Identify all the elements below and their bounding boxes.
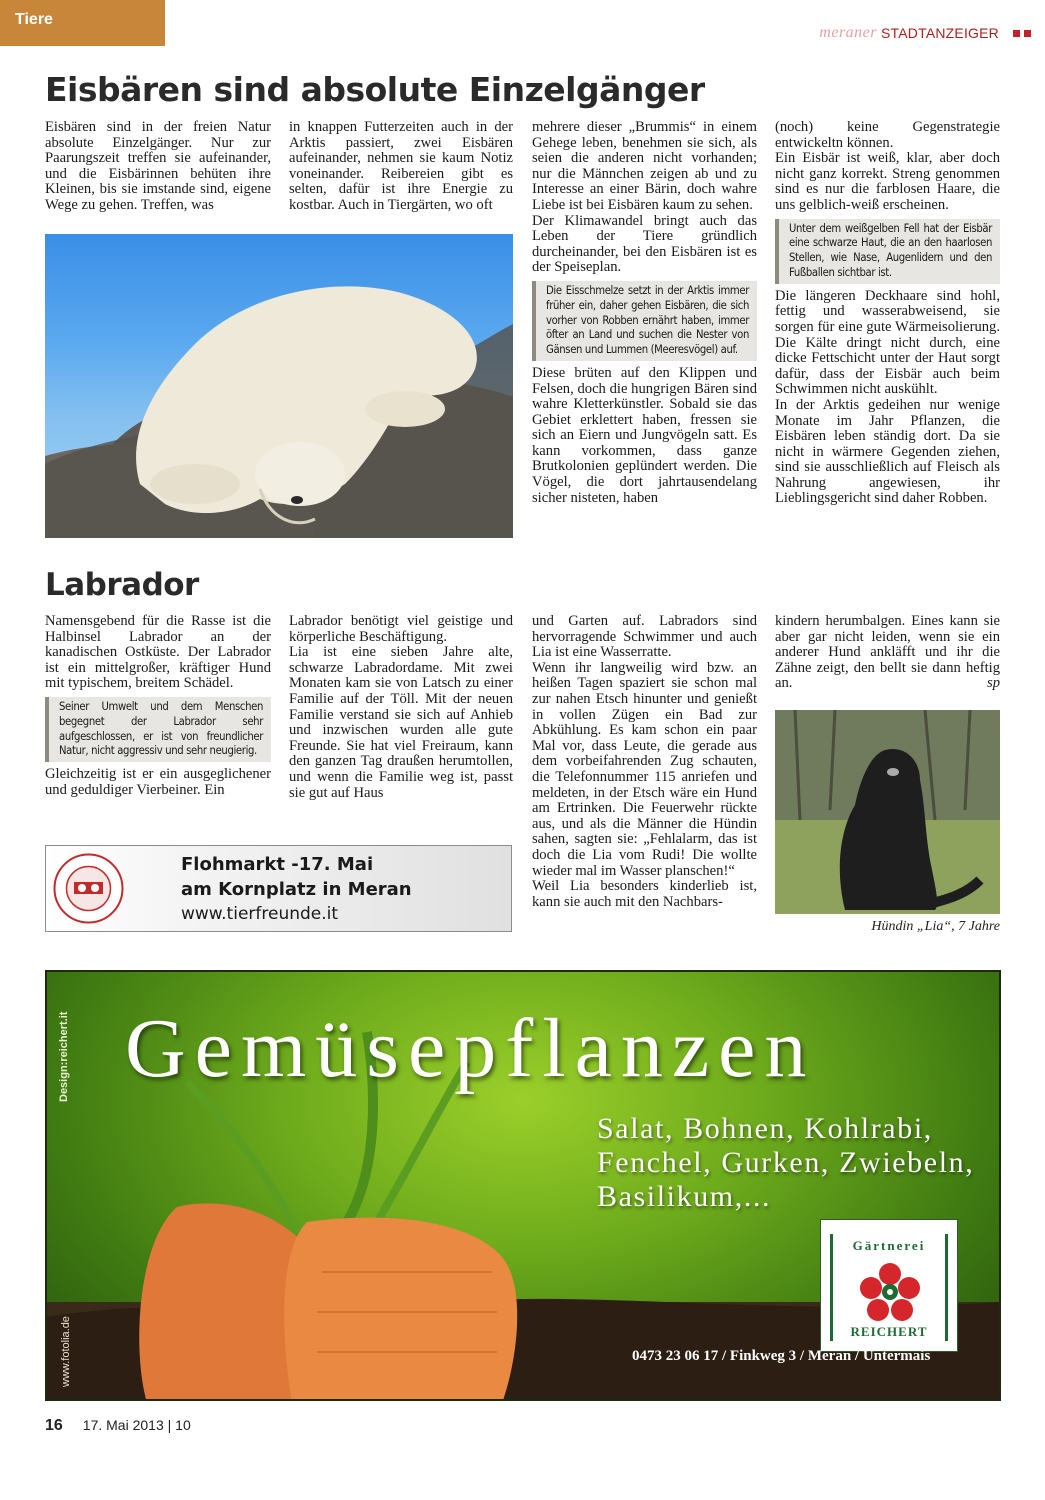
page-footer (45, 1417, 191, 1435)
paragraph: In der Arktis gedeihen nur wenige Monate im Jahr Pflanzen, die Eisbären leben ständig dort. Da sie nicht in wärmere Gegenden ziehen, sind sie ausschließlich auf Fleisch als Nahrung angewiesen, ihr Lieblingsgericht sind daher Robben. (775, 396, 1000, 507)
polar-bear-photo (45, 234, 513, 538)
dog-photo (775, 710, 1000, 914)
ad-subtitle-line: Fenchel, Gurken, Zwiebeln, (597, 1146, 975, 1179)
masthead (819, 24, 1031, 42)
ad-contact: 0473 23 06 17 / Finkweg 3 / Meran / Untermais (632, 1348, 931, 1364)
paragraph: Gleichzeitig ist er ein ausgeglichener und geduldiger Vierbeiner. Ein (45, 766, 271, 798)
ad-subtitle-line: Basilikum,... (597, 1180, 772, 1213)
ad-line-1: Flohmarkt -17. Mai (181, 854, 374, 875)
paragraph: Eisbären sind in der freien Natur absolute Einzelgänger. Nur zur Paarungszeit treffen sie aufeinander, und die Eisbärinnen behüten ihre Kleinen, bis sie imstande sind, eigene Wege zu gehen. Treffen, was (45, 119, 271, 213)
flower-icon (857, 1260, 923, 1322)
labrador-column-3 (532, 614, 757, 910)
pull-quote: Seiner Umwelt und dem Menschen begegnet der Labrador sehr aufgeschlossen, er ist von freundlicher Natur, nicht aggressiv und sehr neugierig. (45, 697, 271, 762)
paragraph: mehrere dieser „Brummis“ in einem Gehege leben, benehmen sie sich, als seien die anderen nicht vorhanden; nur die Männchen zeigen ab und zu Interesse an einer Bärin, doch wahre Liebe ist bei Eisbären kaum zu sehen. (532, 119, 757, 213)
paragraph: und Garten auf. Labradors sind hervorragende Schwimmer und auch Lia ist eine Wasserratte. (532, 613, 757, 661)
paragraph: Diese brüten auf den Klippen und Felsen, doch die hungrigen Bären sind wahre Kletterkünstler. Sobald sie das Gebiet erklettert haben, fressen sie sich an Eiern und Jungvögeln satt. Es kann vorkommen, dass ganze Brutkolonien geplündert werden. Die Vögel, die dort jahrtausendelang sicher nisteten, haben (532, 364, 757, 506)
design-credit: Design:reichert.it (58, 1011, 70, 1102)
paragraph: Namensgebend für die Rasse ist die Halbinsel Labrador an der kanadischen Ostküste. Der Labrador ist ein mittelgroßer, kräftiger Hund mit typischem, breitem Schädel. (45, 613, 271, 692)
article-title-bear: Eisbären sind absolute Einzelgänger (45, 70, 705, 109)
gardening-ad (45, 970, 1001, 1401)
flea-market-ad (45, 845, 512, 932)
article-title-labrador: Labrador (45, 567, 199, 603)
badge-title: Gärtnerei (852, 1238, 926, 1253)
reichert-badge (820, 1219, 958, 1352)
masthead-squares (1013, 30, 1031, 37)
ad-subtitle (597, 1112, 974, 1214)
author-sign: sp (987, 675, 1000, 692)
ad-line-2: am Kornplatz in Meran (181, 879, 412, 900)
paragraph: in knappen Futterzeiten auch in der Arktis passiert, zwei Eisbären aufeinander, nehmen sie kaum Notiz voneinander. Reibereien gibt es selten, dafür ist ihre Energie zu kostbar. Auch in Tiergärten, wo oft (289, 119, 513, 213)
paragraph: Der Klimawandel bringt auch das Leben der Tiere gründlich durcheinander, bei den Eisbären ist es der Speiseplan. (532, 212, 757, 276)
pull-quote: Die Eisschmelze setzt in der Arktis immer früher ein, daher gehen Eisbären, die sich vorher von Robben ernährt haben, immer öfter an Land und suchen die Nester von Gänsen und Lummen (Meeresvögel) auf. (532, 281, 757, 361)
bear-column-2 (289, 120, 513, 214)
paragraph: (noch) keine Gegenstrategie entwickeltn können. (775, 119, 1000, 151)
pull-quote: Unter dem weißgelben Fell hat der Eisbär eine schwarze Haut, die an den haarlosen Stellen, wie Nase, Augenlidern und den Fußballen sichtbar ist. (775, 219, 1000, 284)
ad-title: Gemüsepflanzen (125, 1002, 816, 1095)
paragraph: Labrador benötigt viel geistige und körperliche Beschäftigung. (289, 613, 513, 645)
tierfreunde-logo (52, 852, 125, 925)
paragraph: Wenn ihr langweilig wird bzw. an heißen Tagen spaziert sie schon mal zur nahen Etsch hinunter und genießt in vollen Zügen ein Bad zur Abkühlung. Es kam schon ein paar Mal vor, dass Leute, die gerade aus dem vorbeifahrenden Zug schauten, die Telefonnummer 115 anriefen und meldeten, in der Etsch wäre ein Hund am Ertrinken. Die Feuerwehr rückte aus, und als die Männer die Hündin sahen, sagten sie: „Fehlalarm, das ist doch die Lia vom Rudi! Die wollte wieder mal im Wasser planschen!“ (532, 659, 757, 879)
paragraph: Die längeren Deckhaare sind hohl, fettig und wasserabweisend, sie sorgen für eine gute Wärmeisolierung. Die Kälte dringt nicht durch, eine dicke Fettschicht unter der Haut sorgt dafür, dass der Eisbär auch beim Schwimmen nicht auskühlt. (775, 287, 1000, 398)
paragraph: Ein Eisbär ist weiß, klar, aber doch nicht ganz korrekt. Streng genommen sind es nur die farblosen Haare, die uns gelblich-weiß erscheinen. (775, 150, 1000, 213)
paragraph: Weil Lia besonders kinderlieb ist, kann sie auch mit den Nachbars- (532, 878, 757, 910)
badge-name: REICHERT (850, 1324, 928, 1339)
section-tab (0, 0, 165, 46)
photo-credit: www.fotolia.de (60, 1316, 72, 1387)
labrador-column-4 (775, 614, 1000, 692)
bear-column-3 (532, 120, 757, 506)
section-label: Tiere (15, 11, 53, 28)
brand-logo: meraner (819, 24, 878, 41)
labrador-column-2 (289, 614, 513, 801)
brand-name: STADTANZEIGER (881, 25, 999, 41)
issue-date: 17. Mai 2013 | 10 (82, 1417, 191, 1433)
ad-url[interactable]: www.tierfreunde.it (181, 904, 339, 924)
page-number: 16 (45, 1417, 63, 1434)
bear-column-1 (45, 120, 271, 214)
paragraph: Lia ist eine sieben Jahre alte, schwarze Labradordame. Mit zwei Monaten kam sie von Latsch zu einer Familie auf der Töll. Mit der neuen Familie verstand sie sich auf Anhieb und inzwischen wurden alle gute Freunde. Sie hat viel Freiraum, kann den ganzen Tag draußen herumtollen, und wenn die Familie weg ist, passt sie gut auf Haus (289, 644, 513, 801)
photo-caption: Hündin „Lia“, 7 Jahre (871, 919, 1000, 934)
ad-subtitle-line: Salat, Bohnen, Kohlrabi, (597, 1112, 933, 1145)
paragraph-text: kindern herumbalgen. Eines kann sie aber gar nicht leiden, wenn sie ein anderer Hund ankläfft und ihr die Zähne zeigt, den bellt sie dann heftig an. (775, 613, 1000, 692)
paragraph (775, 614, 1000, 692)
labrador-column-1 (45, 614, 271, 798)
bear-column-4 (775, 120, 1000, 507)
